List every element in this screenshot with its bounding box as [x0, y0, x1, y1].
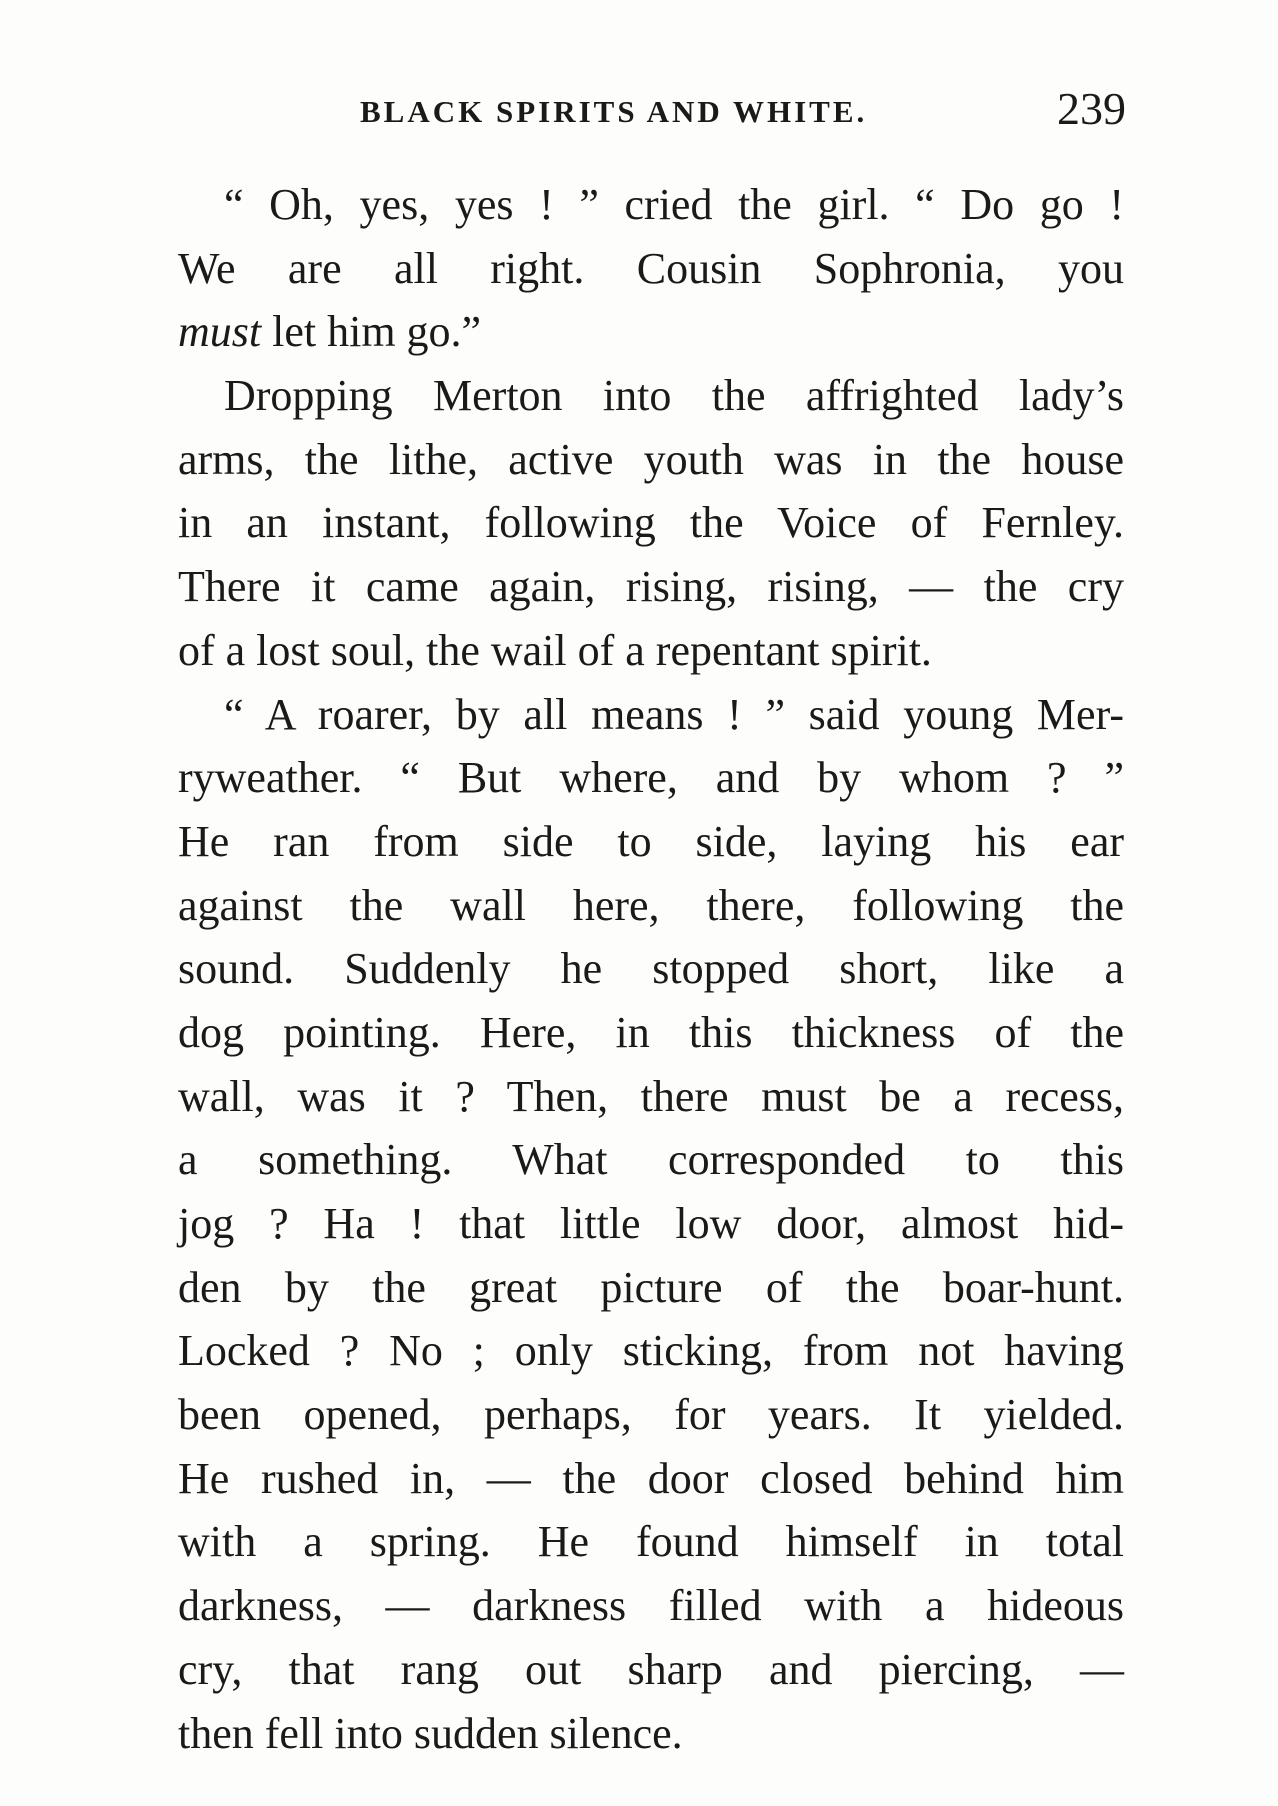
text-line: “ A roarer, by all means ! ” said young Mer-	[224, 689, 1124, 739]
text-line: jog ? Ha ! that little low door, almost hid-	[178, 1199, 1124, 1248]
text-line: cry, that rang out sharp and piercing, —	[178, 1644, 1124, 1694]
text-line: been opened, perhaps, for years. It yielded.	[178, 1390, 1124, 1440]
text-line: arms, the lithe, active youth was in the house	[178, 434, 1124, 484]
text-line: Locked ? No ; only sticking, from not having	[178, 1326, 1124, 1376]
text-line: Dropping Merton into the affrighted lady’s	[224, 371, 1124, 421]
page-number: 239	[1057, 83, 1126, 134]
text-line: then fell into sudden silence.	[178, 1708, 683, 1758]
emphasis-text: must	[178, 307, 262, 357]
body-text	[178, 173, 1124, 1765]
text-line: dog pointing. Here, in this thickness of the	[178, 1007, 1124, 1057]
text-line: ryweather. “ But where, and by whom ? ”	[178, 753, 1124, 803]
text-line: sound. Suddenly he stopped short, like a	[178, 944, 1124, 994]
text-line: with a spring. He found himself in total	[178, 1517, 1124, 1567]
text-line: There it came again, rising, rising, — the cry	[178, 562, 1124, 612]
text-line-segment: let him go.”	[261, 307, 482, 357]
text-line: “ Oh, yes, yes ! ” cried the girl. “ Do go !	[224, 180, 1124, 229]
text-line: of a lost soul, the wail of a repentant spirit.	[178, 625, 932, 675]
running-head	[180, 82, 1126, 142]
text-line: He rushed in, — the door closed behind him	[178, 1453, 1124, 1503]
text-line: wall, was it ? Then, there must be a recess,	[178, 1071, 1124, 1121]
text-line: in an instant, following the Voice of Fernley.	[178, 498, 1124, 548]
text-line	[178, 300, 1124, 364]
text-line: We are all right. Cousin Sophronia, you	[178, 243, 1124, 293]
text-line: He ran from side to side, laying his ear	[178, 816, 1124, 866]
text-line: den by the great picture of the boar-hunt.	[178, 1262, 1124, 1312]
text-line: a something. What corresponded to this	[178, 1135, 1124, 1185]
running-title: BLACK SPIRITS AND WHITE.	[360, 94, 868, 129]
text-line: darkness, — darkness filled with a hideous	[178, 1581, 1124, 1631]
text-line: against the wall here, there, following the	[178, 880, 1124, 930]
